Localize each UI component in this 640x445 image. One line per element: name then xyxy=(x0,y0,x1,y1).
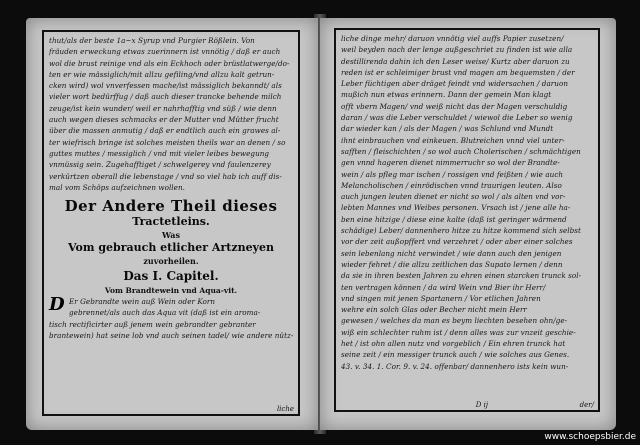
was-label: Was xyxy=(162,230,180,241)
right-page xyxy=(320,18,616,430)
text-line: thut/als der beste 1a~x Syrup vnd Purgier Rößlein. Von xyxy=(49,36,255,45)
text-line: Er Gebrandte wein auß Wein oder Korn xyxy=(69,297,216,307)
right-body-text xyxy=(336,30,598,372)
text-line: cken wird) wol vnverfessen mache/ist mässiglich bekanndt/ als xyxy=(49,81,282,91)
text-line: mußich nun etwas erinnern. Dann der gemein Man klagt xyxy=(341,90,552,100)
part-title-continued: Tractetleins. xyxy=(132,215,210,229)
text-line: tisch rectificirter auß jenem wein gebrandter gebranter xyxy=(49,319,256,329)
left-page-frame xyxy=(42,30,300,416)
signature-mark: D ij xyxy=(475,401,488,409)
text-line: brantewein) hat seine lob vnd auch seinen tadel/ wie andere nütz- xyxy=(49,331,293,341)
text-line: mal vom Schöps aufzeichnen wollen. xyxy=(49,182,185,192)
text-line: wol die brust reinige vnd als ein Eckhoch oder brüstlatwerge/do- xyxy=(49,58,290,68)
text-line: safften / fleischichten / so wol auch Cholerischen / schmächtigen xyxy=(341,146,581,156)
text-line: vnmüssig sein. Zugehafftiget / schwelgerey vnd faulenzerey xyxy=(49,160,271,170)
text-line: zeuge/ist kein wunder/ weil er nahrhafftig vnd süß / wie denn xyxy=(49,103,277,113)
text-line: sein lebenlang nicht verwindet / wie dann auch den jenigen xyxy=(341,248,562,258)
text-line: reden ist er schleimiger brust vnd magen am bequemsten / der xyxy=(341,67,575,77)
subtitle: Vom gebrauch etlicher Artzneyen xyxy=(68,241,274,255)
text-line: ten vertragen können / da wird Wein vnd Bier ihr Herr/ xyxy=(341,282,546,292)
section-heading: Vom Brandtewein vnd Aqua-vit. xyxy=(104,286,238,296)
text-line: ten er wie mässiglich/mit allzu gefiling/vnd allzu kalt getrun- xyxy=(49,69,275,79)
text-line: lebten Mannes vnd Weibes personen. Vrsach ist / jene alle ha- xyxy=(341,203,571,213)
text-line: vieler wort bedürffug / daß auch dieser trancke behende milch xyxy=(49,92,282,102)
text-line: guttes muttes / messiglich / vnd mit vieler leibes bewegung xyxy=(49,148,270,158)
text-line: het / ist ohn allen nutz vnd vorgeblich / Ein ehren trunck hat xyxy=(341,339,566,349)
text-line: verkürtzen oberall die lebenstage / vnd so viel hab ich auff dis- xyxy=(49,171,282,181)
dropcap: D xyxy=(49,296,65,316)
text-line: wehre ein solch Glas oder Becher nicht mein Herr xyxy=(341,305,527,315)
text-line: wiß ein schlechter ruhm ist / denn alles was zur vnzeit geschie- xyxy=(341,327,576,337)
text-line: Leber füchtigen aber dräget feindt vnd widersachen / daruon xyxy=(341,79,569,89)
text-line: wein / als pfleg mar ischen / rossigen vnd feißten / wie auch xyxy=(341,169,564,179)
text-line: über die massen anmutig / daß er endtlich auch ein grawes al- xyxy=(49,126,281,136)
text-line: ter wiefrisch bringe ist solches meisten theils war an denen / so xyxy=(49,137,286,147)
text-line: dar wieder kan / als der Magen / was Schlund vnd Mundt xyxy=(341,124,554,134)
text-line: ben eine hitzige / diese eine kalte (daß ist geringer wärmend xyxy=(341,214,567,224)
text-line: seine zeit / ein messiger trunck auch / wie solches aus Genes. xyxy=(341,350,570,360)
text-line: auch wegen dieses schmacks er der Mutter vnd Mütter frucht xyxy=(49,115,279,125)
text-line: liche dinge mehr/ daruon vnnötig viel auffs Papier zusetzen/ xyxy=(341,34,564,43)
text-line: vnd singen mit jenen Spartanern / Vor etlichen Jahren xyxy=(341,293,541,303)
text-line: vor der zeit außopffert vnd verzehret / oder aber einer solches xyxy=(341,237,573,247)
left-bottom-text xyxy=(44,296,298,341)
chapter-heading: Das I. Capitel. xyxy=(123,269,219,284)
text-line: ihnt einbrauchen vnd einkeuen. Blutreichen vnnd viel unter- xyxy=(341,135,565,145)
text-line: gewesen / welches da man es beym liechten besehen ohn/ge- xyxy=(341,316,568,326)
part-title: Der Andere Theil dieses xyxy=(64,197,278,216)
left-page xyxy=(26,18,318,430)
right-page-frame xyxy=(334,28,600,412)
text-line: auch jungen leuten dienet er nicht so wol / als alten vnd vor- xyxy=(341,192,566,202)
site-watermark: www.schoepsbier.de xyxy=(544,432,636,442)
text-line: 43. v. 34. 1. Cor. 9. v. 24. offenbar/ dannenhero ists kein wun- xyxy=(341,361,569,371)
text-line: offt vbern Magen/ vnd weiß nicht das der Magen verschuldig xyxy=(341,101,568,111)
text-line: wieder fehret / die allzu zeitlichen das Supato lernen / denn xyxy=(341,259,563,269)
catchword: liche xyxy=(276,405,294,413)
catchword: der/ xyxy=(579,401,594,409)
text-line: daran / was die Leber verschuldet / wiewol die Leber so wenig xyxy=(341,113,573,123)
text-line: gebrennet/als auch das Aqua vit (daß ist ein aroma- xyxy=(69,308,261,318)
text-line: gen vnnd hageren dienet nimmerruchr so wol der Brandte- xyxy=(341,158,560,168)
text-line: fräuden erweckung etwas zuerinnern ist vnnötig / daß er auch xyxy=(49,47,281,57)
text-line: Melancholischen / einrödischen vnnd traurigen leuten. Also xyxy=(341,180,562,190)
text-line: destillirenda dahin ich den Leser weise/ Kurtz aber daruon zu xyxy=(341,56,570,66)
text-line: weil beyden nach der lenge außgeschriet zu finden ist wie alla xyxy=(341,45,573,55)
text-line: schädige) Leber/ dannenhero hitze zu hitze kommend sich selbst xyxy=(341,226,581,236)
text-line: da sie in ihren besten Jahren zu ehren einen starcken trunck sol- xyxy=(341,271,582,281)
subtitle-continued: zuvorheilen. xyxy=(143,256,199,267)
left-top-text xyxy=(44,32,298,193)
